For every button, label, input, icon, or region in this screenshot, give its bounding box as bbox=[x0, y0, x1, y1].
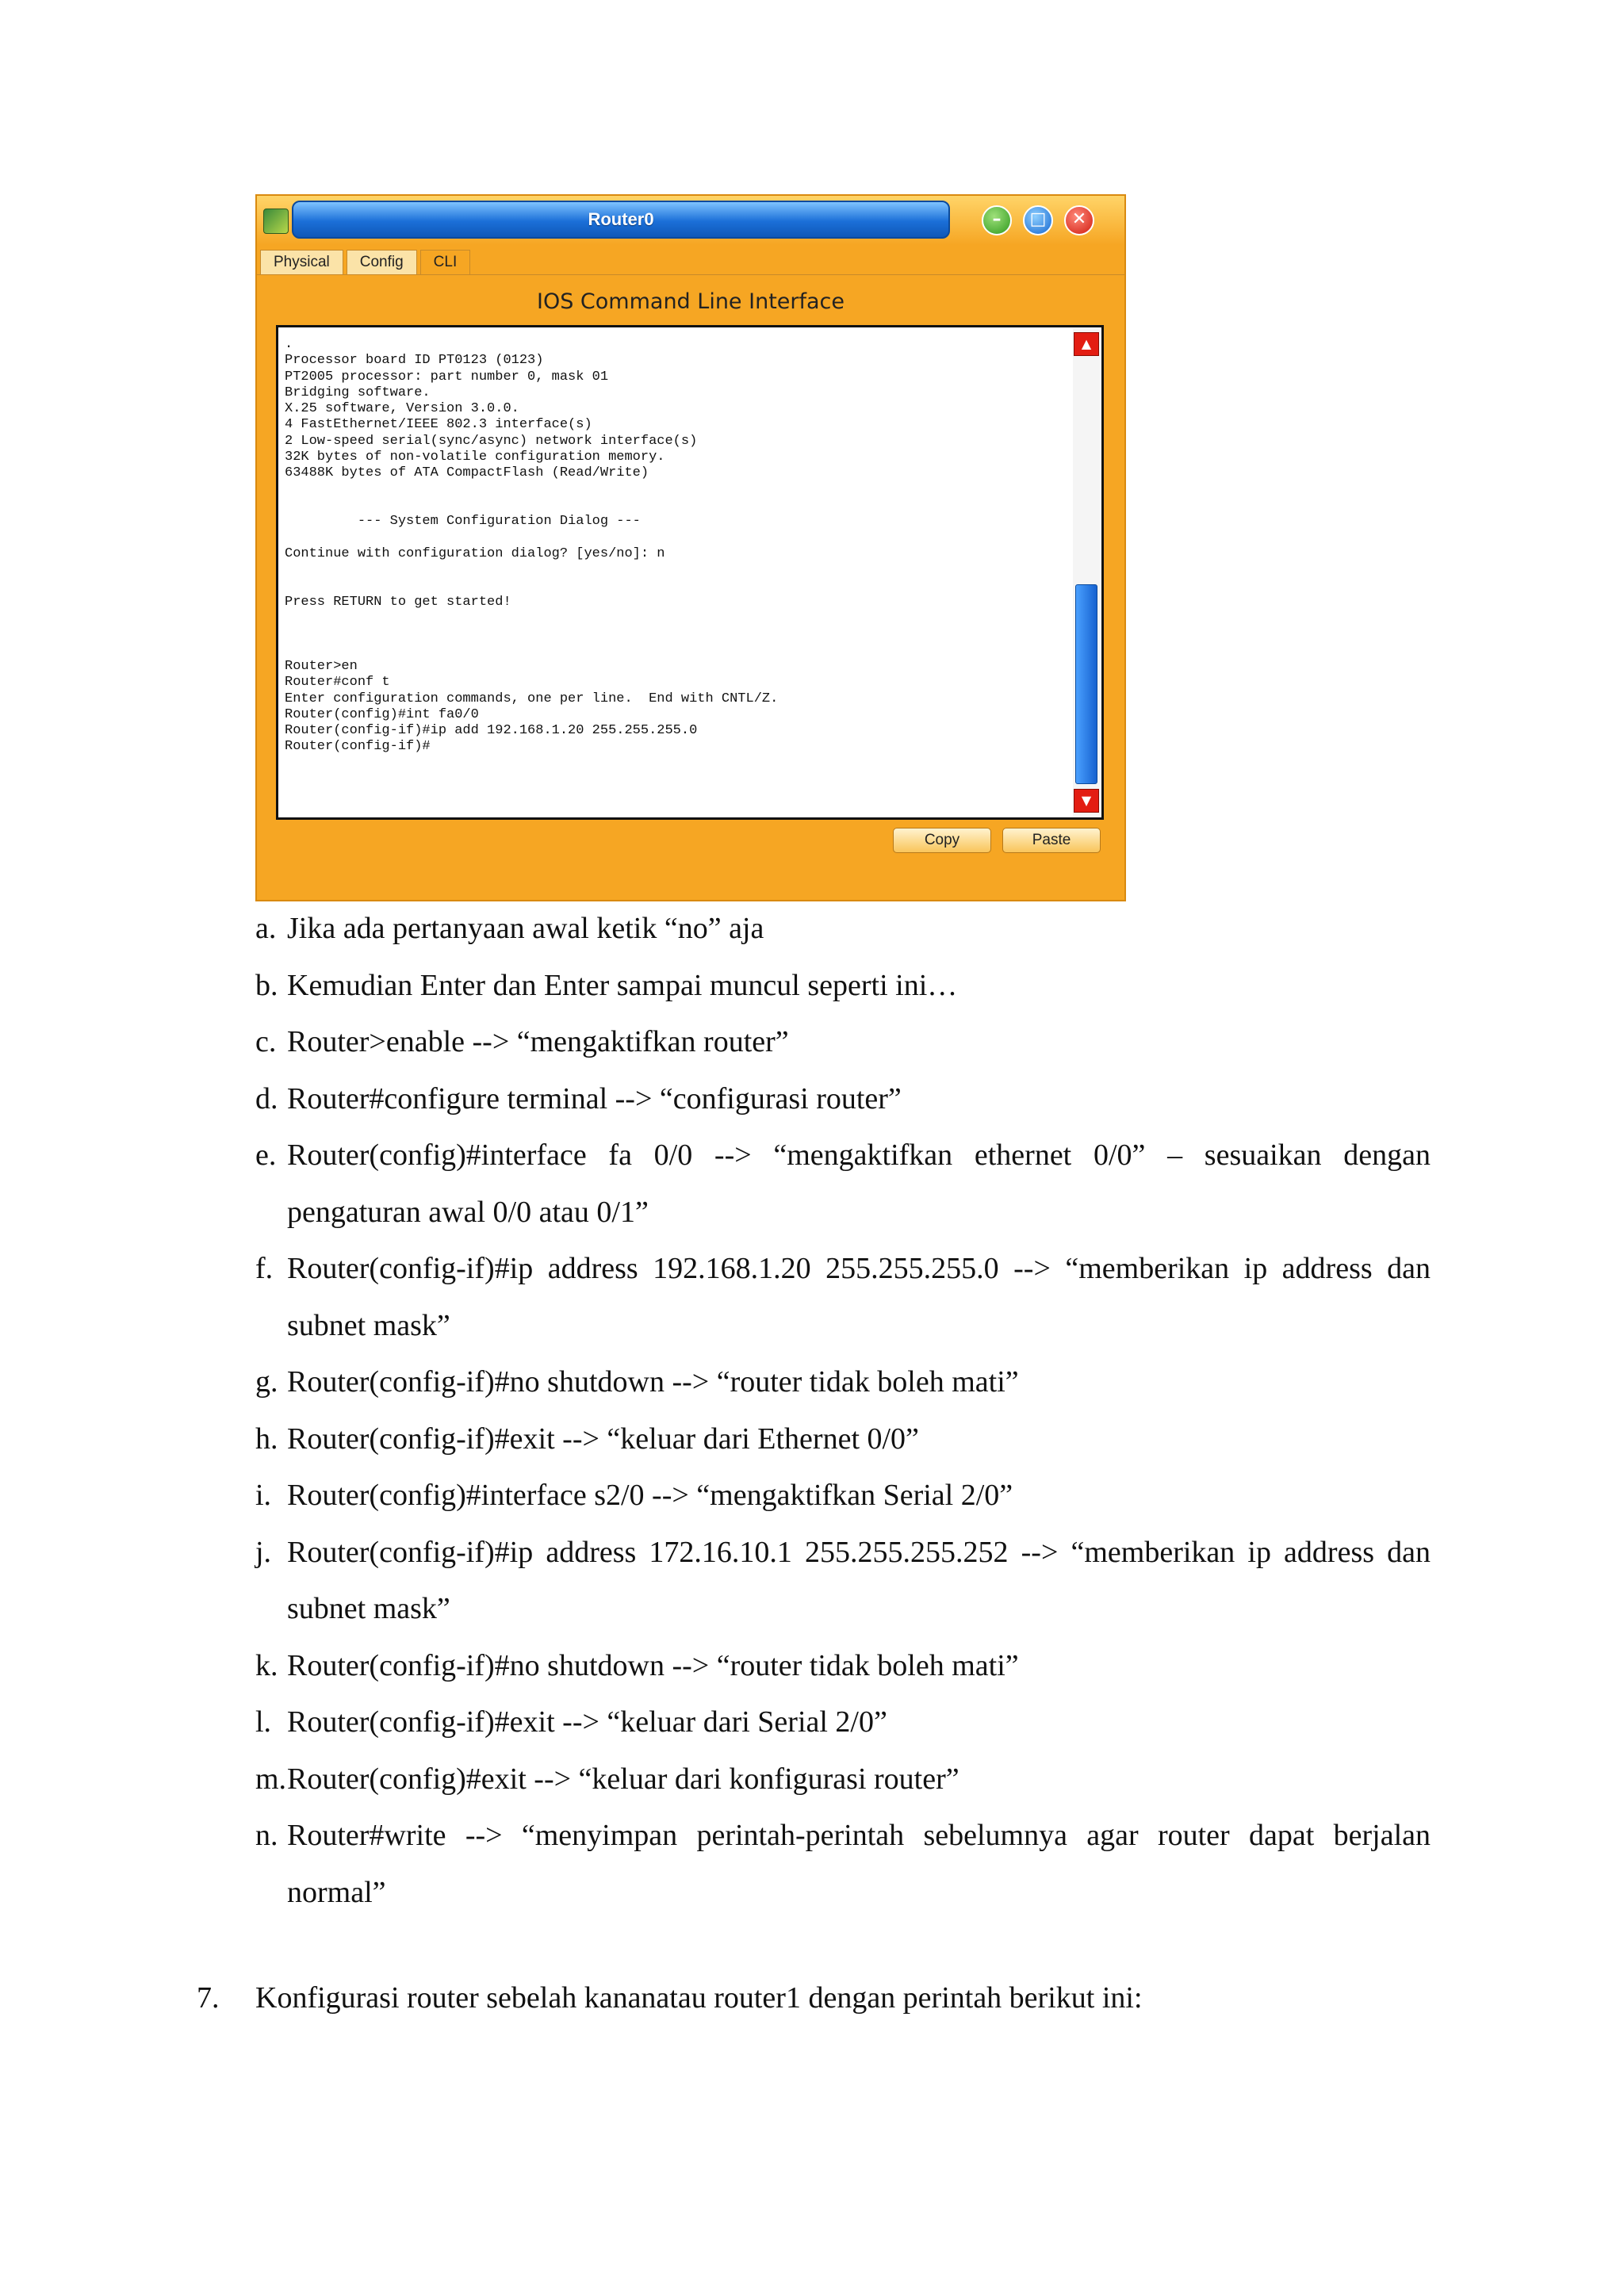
step-text: Konfigurasi router sebelah kananatau router1 dengan perintah berikut ini: bbox=[255, 1981, 1143, 2015]
list-text: Router(config-if)#exit --> “keluar dari Ethernet 0/0” bbox=[287, 1422, 919, 1456]
console-line: PT2005 processor: part number 0, mask 01 bbox=[285, 369, 609, 385]
list-text: Router(config-if)#no shutdown --> “router tidak boleh mati” bbox=[287, 1648, 1019, 1682]
console-line bbox=[285, 496, 1070, 512]
list-item bbox=[255, 1808, 1431, 1921]
list-marker: j. bbox=[255, 1535, 272, 1569]
console-line: Router(config-if)# bbox=[285, 739, 431, 755]
maximize-icon[interactable]: □ bbox=[1023, 205, 1053, 235]
list-item bbox=[255, 1525, 1431, 1638]
list-text: Kemudian Enter dan Enter sampai muncul seperti ini… bbox=[287, 968, 958, 1002]
step-number: 7. bbox=[197, 1981, 220, 2015]
console-line bbox=[285, 480, 1070, 496]
list-text: Router(config)#interface fa 0/0 --> “mengaktifkan ethernet 0/0” – sesuaikan dengan pengaturan awal 0/0 atau 0/1” bbox=[287, 1138, 1431, 1229]
console-line: 2 Low-speed serial(sync/async) network interface(s) bbox=[285, 433, 698, 449]
list-marker: m. bbox=[255, 1762, 287, 1796]
list-marker: d. bbox=[255, 1081, 278, 1115]
console-line: . bbox=[285, 337, 293, 352]
console-line: Router#conf t bbox=[285, 675, 390, 691]
list-marker: k. bbox=[255, 1648, 278, 1682]
console-line: --- System Configuration Dialog --- bbox=[285, 514, 641, 530]
tab-config[interactable]: Config bbox=[347, 250, 417, 274]
console-line: 4 FastEthernet/IEEE 802.3 interface(s) bbox=[285, 417, 592, 433]
cli-console[interactable] bbox=[276, 325, 1104, 820]
minimize-icon[interactable]: – bbox=[982, 205, 1012, 235]
list-text: Router(config)#interface s2/0 --> “mengaktifkan Serial 2/0” bbox=[287, 1479, 1013, 1512]
list-marker: e. bbox=[255, 1138, 277, 1172]
router-window bbox=[255, 194, 1126, 901]
list-text: Router(config-if)#no shutdown --> “router tidak boleh mati” bbox=[287, 1365, 1019, 1399]
list-marker: f. bbox=[255, 1252, 274, 1285]
console-line: Continue with configuration dialog? [yes/no]: n bbox=[285, 545, 665, 561]
list-marker: i. bbox=[255, 1479, 272, 1512]
tab-divider bbox=[257, 274, 1124, 275]
list-text: Jika ada pertanyaan awal ketik “no” aja bbox=[287, 912, 764, 945]
console-line: Press RETURN to get started! bbox=[285, 594, 511, 610]
list-text: Router(config)#exit --> “keluar dari konfigurasi router” bbox=[287, 1762, 959, 1796]
list-text: Router(config-if)#ip address 192.168.1.20 255.255.255.0 --> “memberikan ip address dan subnet mask” bbox=[287, 1252, 1431, 1342]
copy-button[interactable]: Copy bbox=[893, 828, 991, 853]
list-marker: c. bbox=[255, 1025, 277, 1058]
list-item bbox=[255, 1354, 1431, 1411]
console-line bbox=[285, 576, 1070, 592]
packet-tracer-icon bbox=[263, 209, 289, 234]
list-item bbox=[255, 901, 1431, 958]
tab-cli[interactable]: CLI bbox=[420, 250, 471, 274]
scroll-thumb[interactable] bbox=[1075, 584, 1097, 784]
console-line: X.25 software, Version 3.0.0. bbox=[285, 401, 519, 417]
console-line: Router(config-if)#ip add 192.168.1.20 255.255.255.0 bbox=[285, 723, 698, 739]
list-item bbox=[255, 1751, 1431, 1808]
cli-heading: IOS Command Line Interface bbox=[536, 289, 845, 314]
list-item bbox=[255, 1127, 1431, 1241]
console-line: 63488K bytes of ATA CompactFlash (Read/Write) bbox=[285, 465, 649, 481]
tab-physical[interactable]: Physical bbox=[260, 250, 343, 274]
scroll-down-icon[interactable]: ▼ bbox=[1074, 789, 1099, 813]
console-line: Enter configuration commands, one per line. End with CNTL/Z. bbox=[285, 691, 779, 706]
list-marker: a. bbox=[255, 912, 277, 945]
list-text: Router>enable --> “mengaktifkan router” bbox=[287, 1025, 789, 1058]
list-item bbox=[255, 1014, 1431, 1071]
console-line: Bridging software. bbox=[285, 385, 431, 400]
list-marker: g. bbox=[255, 1365, 278, 1399]
scroll-up-icon[interactable]: ▲ bbox=[1074, 332, 1099, 356]
list-text: Router(config-if)#ip address 172.16.10.1 255.255.255.252 --> “memberikan ip address dan subnet mask” bbox=[287, 1535, 1431, 1625]
list-item bbox=[255, 1694, 1431, 1751]
console-line bbox=[285, 609, 1070, 625]
console-line bbox=[285, 561, 1070, 576]
tab-bar bbox=[260, 250, 473, 275]
close-icon[interactable]: ✕ bbox=[1064, 205, 1094, 235]
list-item bbox=[255, 1468, 1431, 1525]
console-line: 32K bytes of non-volatile configuration memory. bbox=[285, 450, 665, 465]
window-titlebar bbox=[257, 196, 1124, 245]
console-line bbox=[285, 625, 1070, 641]
console-line: Router>en bbox=[285, 658, 358, 674]
list-item bbox=[255, 958, 1431, 1015]
console-line: Router(config)#int fa0/0 bbox=[285, 706, 479, 722]
instruction-list bbox=[255, 901, 1431, 1921]
console-line: Processor board ID PT0123 (0123) bbox=[285, 353, 544, 369]
console-scrollbar[interactable] bbox=[1073, 329, 1100, 816]
list-item bbox=[255, 1411, 1431, 1468]
paste-button[interactable]: Paste bbox=[1002, 828, 1101, 853]
console-output bbox=[285, 335, 1070, 754]
list-text: Router#configure terminal --> “configurasi router” bbox=[287, 1081, 902, 1115]
list-text: Router(config-if)#exit --> “keluar dari Serial 2/0” bbox=[287, 1705, 887, 1739]
list-marker: n. bbox=[255, 1819, 278, 1852]
list-item bbox=[255, 1241, 1431, 1354]
list-marker: l. bbox=[255, 1705, 272, 1739]
list-marker: h. bbox=[255, 1422, 278, 1456]
window-title: Router0 bbox=[292, 201, 950, 239]
list-text: Router#write --> “menyimpan perintah-perintah sebelumnya agar router dapat berjalan normal” bbox=[287, 1819, 1431, 1909]
console-line bbox=[285, 529, 1070, 545]
list-marker: b. bbox=[255, 968, 278, 1002]
list-item bbox=[255, 1638, 1431, 1695]
list-item bbox=[255, 1071, 1431, 1128]
console-line bbox=[285, 641, 1070, 657]
